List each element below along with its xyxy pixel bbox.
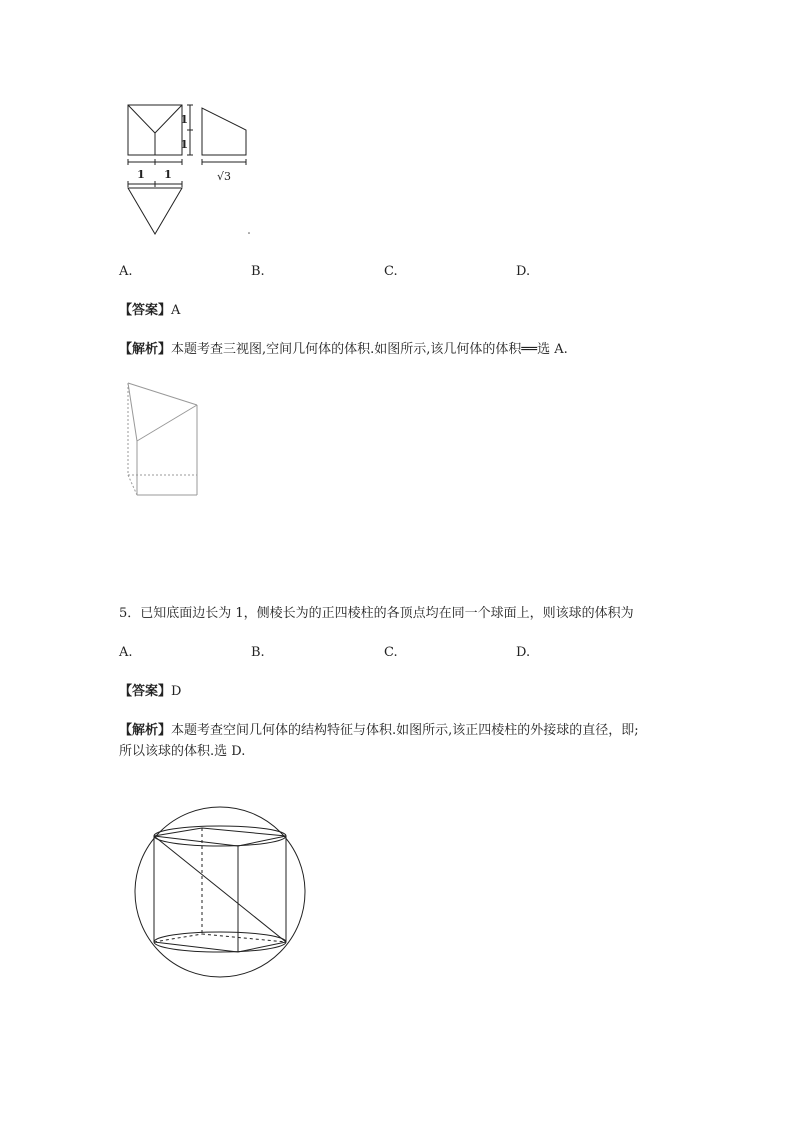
dim-label-sqrt3: √3	[216, 170, 232, 183]
answer-value: A	[171, 303, 181, 318]
dim-label: 1	[180, 138, 188, 151]
q5-analysis-line2: 所以该球的体积.选 D.	[119, 744, 246, 759]
q4-choice-c[interactable]: C.	[384, 264, 398, 279]
answer-value: D	[171, 684, 182, 699]
width-dimension-side	[202, 159, 246, 165]
analysis-tag: 【解析】	[119, 342, 172, 357]
prism-figure	[120, 375, 210, 505]
stray-dot	[248, 232, 250, 234]
analysis-text: 本题考查三视图,空间几何体的体积.如图所示,该几何体的体积══选 A.	[171, 342, 568, 357]
dim-label: 1	[180, 113, 188, 126]
q5-choice-b[interactable]: B.	[251, 645, 265, 660]
q5-choice-a[interactable]: A.	[119, 645, 133, 660]
answer-tag: 【答案】	[119, 684, 172, 699]
front-view	[128, 105, 182, 155]
q5-choice-c[interactable]: C.	[384, 645, 398, 660]
q4-analysis	[119, 342, 568, 358]
q4-choice-a[interactable]: A.	[119, 264, 133, 279]
analysis-tag: 【解析】	[119, 723, 172, 738]
answer-tag: 【答案】	[119, 303, 172, 318]
three-view-diagram	[120, 100, 260, 240]
q4-answer	[119, 303, 180, 319]
top-view	[128, 188, 182, 234]
width-dimension-front	[128, 159, 182, 187]
q5-stem: 5．已知底面边长为 1，侧棱长为的正四棱柱的各顶点均在同一个球面上，则该球的体积为	[119, 606, 634, 621]
q5-analysis-line1	[119, 723, 639, 739]
analysis-text: 本题考查空间几何体的结构特征与体积.如图所示,该正四棱柱的外接球的直径，即;	[171, 723, 639, 738]
dim-label: 1	[137, 168, 145, 181]
q5-choice-d[interactable]: D.	[516, 645, 531, 660]
sphere-prism-figure	[130, 810, 310, 990]
side-view	[202, 108, 246, 155]
q5-answer	[119, 684, 181, 700]
q4-choice-b[interactable]: B.	[251, 264, 265, 279]
q4-choice-d[interactable]: D.	[516, 264, 531, 279]
dim-label: 1	[164, 168, 172, 181]
